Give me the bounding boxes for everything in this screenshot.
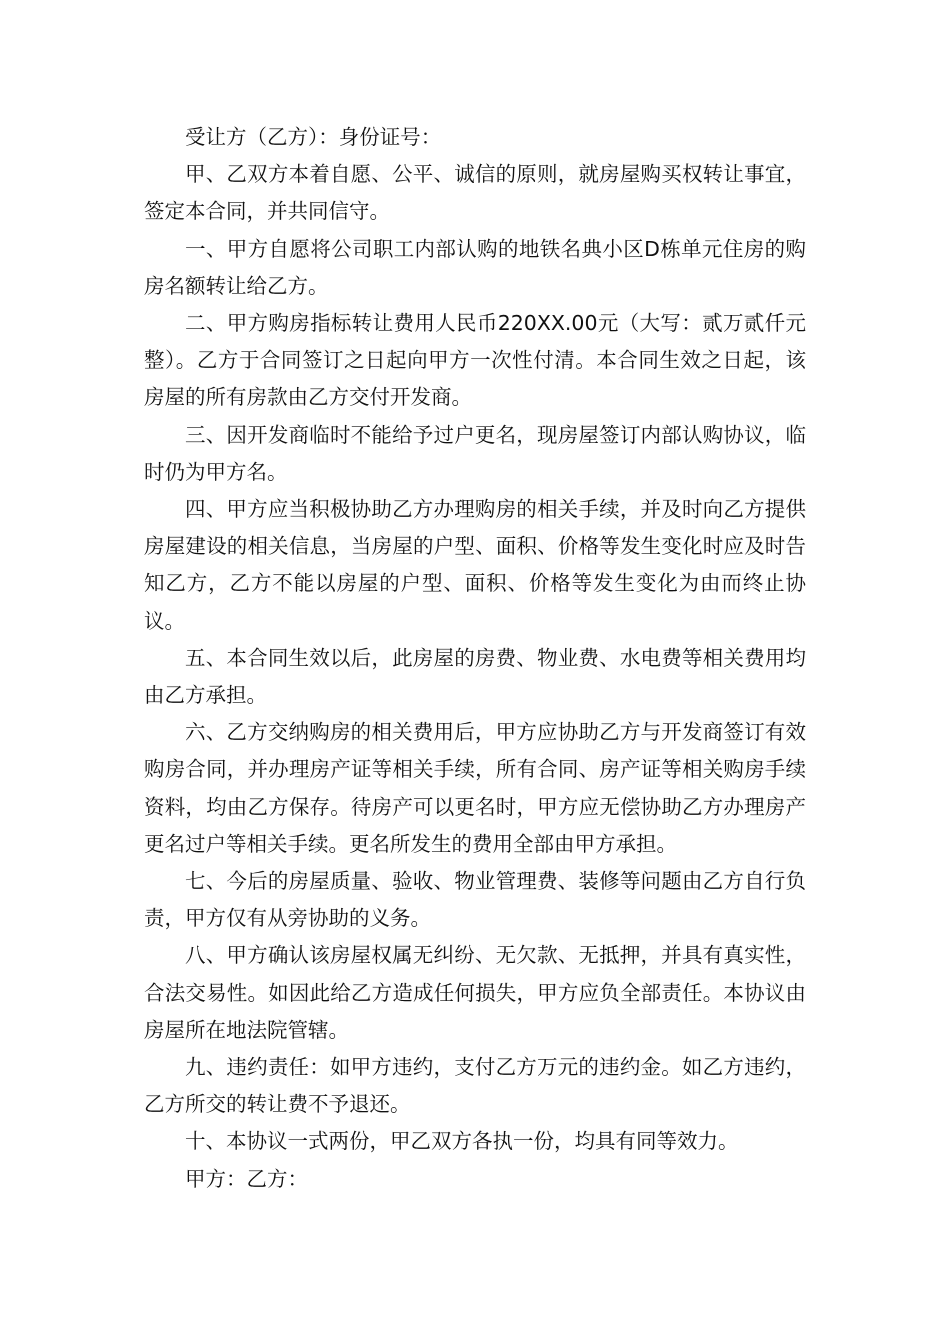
clause-5: 五、本合同生效以后，此房屋的房费、物业费、水电费等相关费用均由乙方承担。 (144, 645, 806, 708)
clause-1: 一、甲方自愿将公司职工内部认购的地铁名典小区D栋单元住房的购房名额转让给乙方。 (144, 236, 806, 298)
clause-3: 三、因开发商临时不能给予过户更名，现房屋签订内部认购协议，临时仍为甲方名。 (144, 422, 806, 484)
transferee-id-line: 受让方（乙方）：身份证号： (185, 125, 442, 149)
signature-line: 甲方：乙方： (185, 1166, 308, 1191)
clause-7: 七、今后的房屋质量、验收、物业管理费、装修等问题由乙方自行负责，甲方仅有从旁协助的义务。 (144, 869, 806, 931)
clause-6: 六、乙方交纳购房的相关费用后，甲方应协助乙方与开发商签订有效购房合同，并办理房产证等相关手续，所有合同、房产证等相关购房手续资料，均由乙方保存。待房产可以更名时，甲方应无偿协助乙方办理房产更名过户等相关手续。更名所发生的费用全部由甲方承担。 (144, 720, 806, 856)
clause-10: 十、本协议一式两份，甲乙双方各执一份，均具有同等效力。 (185, 1129, 739, 1154)
contract-body (144, 119, 806, 1198)
clause-9: 九、违约责任：如甲方违约，支付乙方万元的违约金。如乙方违约，乙方所交的转让费不予退还。 (144, 1055, 806, 1117)
preamble-paragraph: 甲、乙双方本着自愿、公平、诚信的原则，就房屋购买权转让事宜，签定本合同，并共同信守。 (144, 162, 806, 224)
clause-2: 二、甲方购房指标转让费用人民币220XX.00元（大写：贰万贰仟元整）。乙方于合同签订之日起向甲方一次性付清。本合同生效之日起，该房屋的所有房款由乙方交付开发商。 (144, 311, 806, 410)
clause-4: 四、甲方应当积极协助乙方办理购房的相关手续，并及时向乙方提供房屋建设的相关信息，当房屋的户型、面积、价格等发生变化时应及时告知乙方，乙方不能以房屋的户型、面积、价格等发生变化为由而终止协议。 (144, 497, 806, 633)
clause-8: 八、甲方确认该房屋权属无纠纷、无欠款、无抵押，并具有真实性，合法交易性。如因此给乙方造成任何损失，甲方应负全部责任。本协议由房屋所在地法院管辖。 (144, 943, 806, 1042)
